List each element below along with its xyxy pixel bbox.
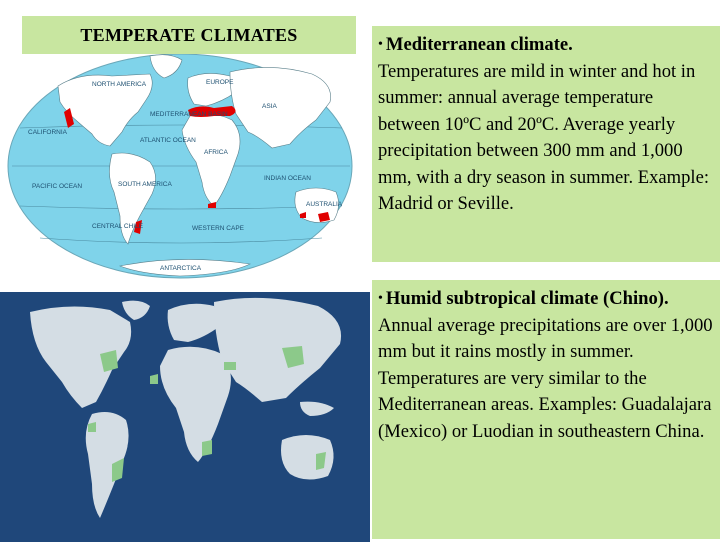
bullet-marker: • — [378, 37, 383, 52]
mediterranean-world-map — [0, 16, 362, 284]
subtropical-heading: Humid subtropical climate (Chino). — [385, 288, 669, 309]
slide-title: TEMPERATE CLIMATES — [80, 24, 298, 45]
bullet-marker: • — [378, 291, 383, 306]
label-africa: AFRICA — [204, 149, 228, 156]
label-north-america: NORTH AMERICA — [92, 81, 147, 88]
label-mediterranean-basin: MEDITERRANEAN BASIN — [150, 111, 228, 118]
subtropical-world-map — [0, 292, 370, 542]
mediterranean-climate-panel — [372, 26, 720, 262]
label-antarctica: ANTARCTICA — [160, 265, 202, 272]
label-atlantic: ATLANTIC OCEAN — [140, 137, 196, 144]
label-asia: ASIA — [262, 103, 277, 110]
label-pacific: PACIFIC OCEAN — [32, 183, 83, 190]
label-california: CALIFORNIA — [28, 129, 68, 136]
label-central-chile: CENTRAL CHILE — [92, 223, 144, 230]
subtropical-climate-panel — [372, 280, 720, 539]
label-south-america: SOUTH AMERICA — [118, 181, 172, 188]
label-europe: EUROPE — [206, 79, 234, 86]
mediterranean-body: Temperatures are mild in winter and hot in summer: annual average temperature between 10ºC and 20ºC. Average yearly precipitation between 300 mm and 1,000 mm, with a dry season in summer. Example: Madrid or Seville. — [378, 60, 710, 214]
label-australia: AUSTRALIA — [306, 201, 343, 208]
label-western-cape: WESTERN CAPE — [192, 225, 245, 232]
slide-title-box — [22, 16, 356, 54]
subtropical-body: Annual average precipitations are over 1,000 mm but it rains mostly in summer. Temperatures are very similar to the Mediterranean areas. Examples: Guadalajara (Mexico) or Luodian in southeastern China. — [378, 314, 713, 442]
mediterranean-heading: Mediterranean climate. — [385, 34, 573, 55]
label-indian: INDIAN OCEAN — [264, 175, 311, 182]
